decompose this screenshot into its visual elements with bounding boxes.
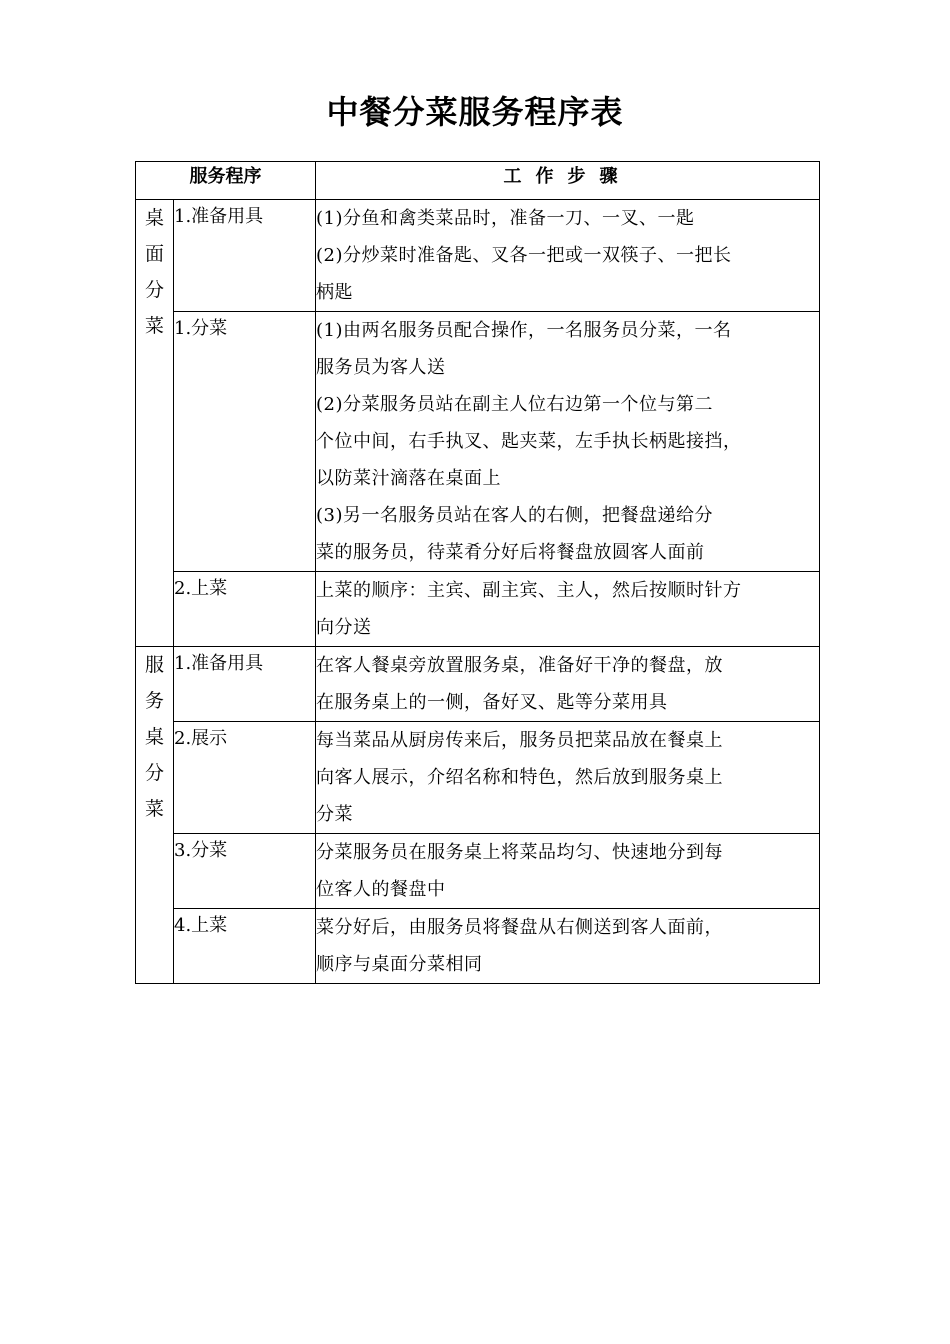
step-label: 2.展示 (174, 722, 316, 834)
description-line: 分菜服务员在服务桌上将菜品均匀、快速地分到每 (316, 842, 723, 863)
description-line: 每当菜品从厨房传来后，服务员把菜品放在餐桌上 (316, 730, 723, 751)
step-label: 2.上菜 (174, 572, 316, 647)
description-line: 以防菜汁滴落在桌面上 (316, 468, 501, 489)
step-label: 4.上菜 (174, 909, 316, 984)
table-header-row (136, 162, 820, 200)
step-description (316, 312, 820, 572)
description-line: 上菜的顺序：主宾、副主宾、主人，然后按顺时针方 (316, 580, 742, 601)
description-line: 柄匙 (316, 282, 353, 303)
table-row (136, 722, 820, 834)
description-line: 顺序与桌面分菜相同 (316, 954, 483, 975)
group-cell-table-side (136, 200, 174, 647)
step-description (316, 834, 820, 909)
description-line: 菜分好后，由服务员将餐盘从右侧送到客人面前， (316, 917, 723, 938)
group-label: 桌面分菜 (144, 207, 164, 337)
table-row (136, 909, 820, 984)
description-line: 在客人餐桌旁放置服务桌，准备好干净的餐盘，放 (316, 655, 723, 676)
step-label: 1.准备用具 (174, 200, 316, 312)
description-line: (2)分炒菜时准备匙、叉各一把或一双筷子、一把长 (316, 245, 732, 266)
description-line: 在服务桌上的一侧，备好叉、匙等分菜用具 (316, 692, 668, 713)
step-description (316, 200, 820, 312)
header-procedure: 服务程序 (136, 162, 316, 200)
group-label: 服务桌分菜 (144, 654, 164, 820)
description-line: 分菜 (316, 804, 353, 825)
description-line: 向分送 (316, 617, 372, 638)
step-description (316, 909, 820, 984)
table-row (136, 312, 820, 572)
table-row (136, 647, 820, 722)
description-line: 菜的服务员，待菜肴分好后将餐盘放圆客人面前 (316, 542, 705, 563)
step-description (316, 572, 820, 647)
description-line: 服务员为客人送 (316, 357, 446, 378)
description-line: (2)分菜服务员站在副主人位右边第一个位与第二 (316, 394, 713, 415)
header-steps: 工作步骤 (316, 162, 820, 200)
step-label: 1.准备用具 (174, 647, 316, 722)
description-line: 个位中间，右手执叉、匙夹菜，左手执长柄匙接挡， (316, 431, 742, 452)
description-line: 向客人展示，介绍名称和特色，然后放到服务桌上 (316, 767, 723, 788)
description-line: (1)分鱼和禽类菜品时，准备一刀、一叉、一匙 (316, 208, 695, 229)
step-label: 1.分菜 (174, 312, 316, 572)
service-procedure-table (135, 161, 820, 984)
group-cell-service-table (136, 647, 174, 984)
description-line: 位客人的餐盘中 (316, 879, 446, 900)
description-line: (1)由两名服务员配合操作，一名服务员分菜，一名 (316, 320, 732, 341)
table-row (136, 834, 820, 909)
table-row (136, 200, 820, 312)
step-description (316, 722, 820, 834)
step-label: 3.分菜 (174, 834, 316, 909)
page-title: 中餐分菜服务程序表 (326, 93, 624, 131)
table-row (136, 572, 820, 647)
description-line: (3)另一名服务员站在客人的右侧，把餐盘递给分 (316, 505, 713, 526)
step-description (316, 647, 820, 722)
